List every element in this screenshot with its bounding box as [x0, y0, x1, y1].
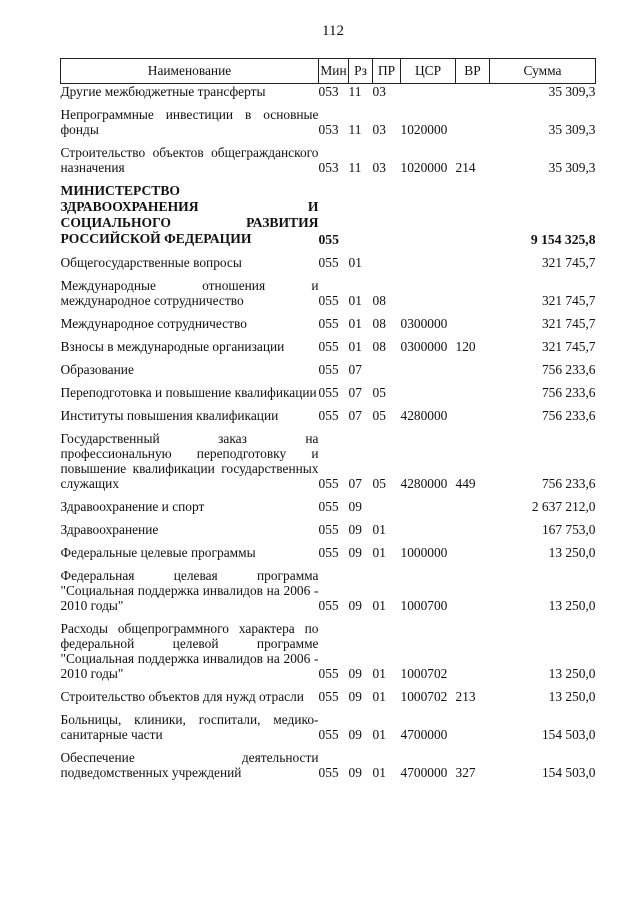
cell-pr — [373, 493, 401, 516]
cell-rz: 07 — [348, 362, 362, 377]
cell-pr: 01 — [372, 598, 386, 613]
table-row — [61, 356, 596, 379]
cell-min: 055 — [318, 499, 339, 514]
cell-sum: 13 250,0 — [548, 689, 596, 704]
cell-rz: 11 — [348, 122, 362, 137]
cell-name: Строительство объектов для нужд отрасли — [60, 689, 304, 704]
cell-vr — [456, 356, 490, 379]
cell-sum: 13 250,0 — [548, 598, 596, 613]
cell-rz: 01 — [348, 316, 362, 331]
table-header — [61, 59, 596, 84]
cell-min: 053 — [318, 160, 339, 175]
cell-name: Обеспечение деятельности подведомственных учреждений — [60, 750, 319, 780]
cell-pr: 03 — [372, 84, 386, 99]
cell-vr: 213 — [455, 689, 476, 704]
cell-pr: 01 — [372, 666, 386, 681]
cell-pr: 01 — [372, 689, 386, 704]
page-number: 112 — [322, 23, 344, 39]
cell-min: 055 — [318, 232, 339, 247]
cell-min: 053 — [318, 122, 339, 137]
header-rz: Рз — [349, 59, 373, 84]
cell-pr: 01 — [372, 545, 386, 560]
cell-vr — [456, 562, 490, 615]
cell-vr: 327 — [455, 765, 476, 780]
cell-csr — [401, 177, 456, 249]
table-row — [61, 744, 596, 782]
cell-vr — [456, 706, 490, 744]
cell-name: Федеральные целевые программы — [60, 545, 256, 560]
cell-sum: 321 745,7 — [541, 339, 596, 354]
cell-vr — [456, 402, 490, 425]
cell-sum: 167 753,0 — [541, 522, 596, 537]
table-body — [61, 84, 596, 783]
cell-csr — [401, 249, 456, 272]
cell-csr: 1000700 — [400, 598, 448, 613]
table-row — [61, 272, 596, 310]
cell-sum: 35 309,3 — [548, 122, 596, 137]
table-row — [61, 402, 596, 425]
cell-name: Другие межбюджетные трансферты — [60, 84, 266, 99]
table-row — [61, 516, 596, 539]
cell-name: Непрограммные инвестиции в основные фонды — [60, 107, 319, 137]
budget-table — [60, 58, 596, 782]
cell-min: 055 — [318, 408, 339, 423]
cell-pr: 03 — [372, 160, 386, 175]
cell-rz: 07 — [348, 476, 362, 491]
cell-vr — [456, 615, 490, 683]
cell-sum: 321 745,7 — [541, 255, 596, 270]
table-row — [61, 615, 596, 683]
cell-name: Расходы общепрограммного характера по федеральной целевой программе "Социальная поддержка инвалидов на 2006 - 2010 годы" — [60, 621, 319, 681]
cell-vr — [456, 310, 490, 333]
cell-name: Государственный заказ на профессиональную переподготовку и повышение квалификации государственных служащих — [60, 431, 319, 491]
table-row — [61, 333, 596, 356]
header-min: Мин — [319, 59, 349, 84]
cell-name: Здравоохранение — [60, 522, 159, 537]
cell-csr: 1000702 — [400, 666, 448, 681]
cell-sum: 13 250,0 — [548, 666, 596, 681]
table-row — [61, 101, 596, 139]
cell-name: Взносы в международные организации — [60, 339, 285, 354]
cell-min: 053 — [318, 84, 339, 99]
table-row — [61, 683, 596, 706]
cell-rz: 09 — [348, 598, 362, 613]
cell-rz: 09 — [348, 727, 362, 742]
cell-min: 055 — [318, 765, 339, 780]
cell-rz — [349, 177, 373, 249]
cell-rz: 09 — [348, 666, 362, 681]
cell-vr — [456, 272, 490, 310]
cell-vr — [456, 84, 490, 102]
cell-vr — [456, 249, 490, 272]
cell-min: 055 — [318, 727, 339, 742]
table-row — [61, 310, 596, 333]
cell-name: Международное сотрудничество — [60, 316, 247, 331]
cell-min: 055 — [318, 666, 339, 681]
header-name: Наименование — [61, 59, 319, 84]
cell-min: 055 — [318, 522, 339, 537]
cell-pr: 01 — [372, 727, 386, 742]
cell-min: 055 — [318, 316, 339, 331]
cell-csr — [401, 272, 456, 310]
cell-pr: 08 — [372, 316, 386, 331]
table-row — [61, 84, 596, 102]
cell-pr — [373, 356, 401, 379]
header-csr: ЦСР — [401, 59, 456, 84]
cell-min: 055 — [318, 339, 339, 354]
cell-min: 055 — [318, 293, 339, 308]
cell-name: МИНИСТЕРСТВО ЗДРАВООХРАНЕНИЯ И СОЦИАЛЬНОГО РАЗВИТИЯ РОССИЙСКОЙ ФЕДЕРАЦИИ — [60, 183, 319, 246]
table-row — [61, 425, 596, 493]
cell-vr — [456, 177, 490, 249]
cell-name: Институты повышения квалификации — [60, 408, 279, 423]
cell-name: Здравоохранение и спорт — [60, 499, 205, 514]
table-row — [61, 539, 596, 562]
cell-pr: 05 — [372, 385, 386, 400]
table-row — [61, 139, 596, 177]
cell-min: 055 — [318, 476, 339, 491]
cell-min: 055 — [318, 598, 339, 613]
cell-vr — [456, 516, 490, 539]
cell-sum: 13 250,0 — [548, 545, 596, 560]
cell-csr — [401, 84, 456, 102]
cell-csr — [401, 493, 456, 516]
cell-rz: 01 — [348, 339, 362, 354]
cell-sum: 321 745,7 — [541, 293, 596, 308]
cell-vr — [456, 493, 490, 516]
cell-name: Образование — [60, 362, 134, 377]
cell-csr — [401, 516, 456, 539]
cell-pr — [373, 177, 401, 249]
cell-pr: 03 — [372, 122, 386, 137]
header-sum: Сумма — [490, 59, 596, 84]
cell-sum: 35 309,3 — [548, 84, 596, 99]
table-row — [61, 706, 596, 744]
cell-pr: 01 — [372, 765, 386, 780]
cell-sum: 756 233,6 — [541, 362, 596, 377]
cell-vr — [456, 539, 490, 562]
cell-vr — [456, 101, 490, 139]
cell-csr — [401, 356, 456, 379]
cell-name: Больницы, клиники, госпитали, медико-санитарные части — [60, 712, 319, 742]
header-pr: ПР — [373, 59, 401, 84]
cell-rz: 11 — [348, 84, 362, 99]
cell-sum: 9 154 325,8 — [530, 232, 596, 247]
table-row — [61, 562, 596, 615]
cell-csr: 4700000 — [400, 765, 448, 780]
cell-csr: 1020000 — [400, 160, 448, 175]
cell-csr: 1000000 — [400, 545, 448, 560]
cell-rz: 09 — [348, 765, 362, 780]
cell-sum: 154 503,0 — [541, 765, 596, 780]
cell-rz: 11 — [348, 160, 362, 175]
cell-min: 055 — [318, 689, 339, 704]
cell-pr: 05 — [372, 476, 386, 491]
table-row — [61, 379, 596, 402]
cell-rz: 09 — [348, 522, 362, 537]
cell-sum: 756 233,6 — [541, 385, 596, 400]
cell-csr: 0300000 — [400, 339, 448, 354]
cell-sum: 2 637 212,0 — [531, 499, 596, 514]
cell-min: 055 — [318, 362, 339, 377]
cell-csr: 0300000 — [400, 316, 448, 331]
cell-pr: 01 — [372, 522, 386, 537]
cell-name: Федеральная целевая программа "Социальная поддержка инвалидов на 2006 - 2010 годы" — [60, 568, 319, 613]
cell-csr: 4280000 — [400, 476, 448, 491]
cell-csr: 4280000 — [400, 408, 448, 423]
cell-name: Международные отношения и международное сотрудничество — [60, 278, 319, 308]
cell-pr: 08 — [372, 339, 386, 354]
cell-pr: 05 — [372, 408, 386, 423]
cell-sum: 154 503,0 — [541, 727, 596, 742]
table-row — [61, 493, 596, 516]
cell-csr — [401, 379, 456, 402]
cell-rz: 09 — [348, 499, 362, 514]
cell-rz: 01 — [348, 255, 362, 270]
cell-rz: 07 — [348, 408, 362, 423]
cell-rz: 09 — [348, 545, 362, 560]
cell-csr: 4700000 — [400, 727, 448, 742]
cell-name: Переподготовка и повышение квалификации — [60, 385, 317, 400]
header-vr: ВР — [456, 59, 490, 84]
cell-pr: 08 — [372, 293, 386, 308]
cell-pr — [373, 249, 401, 272]
table-row — [61, 177, 596, 249]
cell-min: 055 — [318, 385, 339, 400]
cell-name: Общегосударственные вопросы — [60, 255, 242, 270]
cell-vr: 449 — [455, 476, 476, 491]
cell-rz: 01 — [348, 293, 362, 308]
cell-sum: 321 745,7 — [541, 316, 596, 331]
cell-vr: 120 — [455, 339, 476, 354]
table-row — [61, 249, 596, 272]
cell-rz: 07 — [348, 385, 362, 400]
cell-sum: 756 233,6 — [541, 408, 596, 423]
cell-min: 055 — [318, 255, 339, 270]
cell-vr — [456, 379, 490, 402]
cell-rz: 09 — [348, 689, 362, 704]
cell-sum: 35 309,3 — [548, 160, 596, 175]
cell-csr: 1000702 — [400, 689, 448, 704]
cell-name: Строительство объектов общегражданского назначения — [60, 145, 319, 175]
cell-sum: 756 233,6 — [541, 476, 596, 491]
cell-min: 055 — [318, 545, 339, 560]
cell-vr: 214 — [455, 160, 476, 175]
cell-csr: 1020000 — [400, 122, 448, 137]
